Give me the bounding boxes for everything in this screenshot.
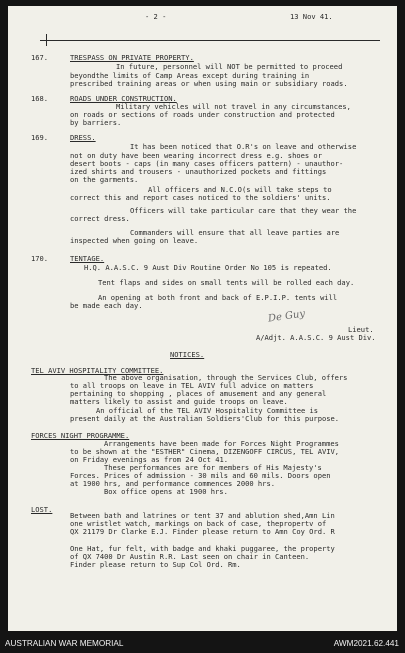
section-title: TRESPASS ON PRIVATE PROPERTY.: [70, 53, 194, 62]
body-line: One Hat, fur felt, with badge and khaki puggaree, the property: [70, 544, 335, 553]
footer-accession-number: AWM2021.62.441: [333, 639, 399, 648]
body-line: Forces. Prices of admission - 30 mils and 60 mils. Doors open: [70, 471, 331, 480]
section-number: 169.: [31, 133, 49, 142]
body-line: one wristlet watch, markings on back of case, thepropertv of: [70, 519, 327, 528]
notice-title: TEL AVIV HOSPITALITY COMMITTEE.: [31, 366, 164, 375]
section-number: 168.: [31, 94, 49, 103]
body-line: ized shirts and trousers - unauthorized pockets and fittings: [70, 167, 327, 176]
margin-mark: [46, 34, 47, 46]
page-number: - 2 -: [145, 12, 167, 21]
notice-title: LOST.: [31, 505, 53, 514]
document-date: 13 Nov 41.: [290, 12, 333, 21]
section-number: 167.: [31, 53, 49, 62]
body-line: These performances are for members of His Majesty's: [104, 463, 322, 472]
archive-footer: [0, 633, 405, 653]
notice-title: FORCES NIGHT PROGRAMME.: [31, 431, 130, 440]
body-line: It has been noticed that O.R's on leave and otherwise: [130, 142, 357, 151]
body-line: Box office opens at 1900 hrs.: [104, 487, 228, 496]
body-line: desert boots - caps (in many cases officers pattern) - unauthor-: [70, 159, 344, 168]
body-line: on Friday evenings as from 24 Oct 41.: [70, 455, 229, 464]
signature-rank: Lieut.: [348, 325, 374, 334]
body-line: present daily at the Australian Soldiers'Club for this purpose.: [70, 414, 340, 423]
body-line: beyondthe limits of Camp Areas except during training in: [70, 71, 310, 80]
body-line: The above organisation, through the Services Club, offers: [104, 373, 348, 382]
body-line: In future, personnel will NOT be permitted to proceed: [116, 62, 343, 71]
section-title: ROADS UNDER CONSTRUCTION.: [70, 94, 177, 103]
document-page: [8, 6, 397, 631]
body-line: Between bath and latrines or tent 37 and ablution shed,Amn Lin: [70, 511, 335, 520]
section-title: TENTAGE.: [70, 254, 105, 263]
body-line: pertaining to shopping , places of amusement and any general: [70, 389, 327, 398]
body-line: prescribed training areas or when using main or subsidiary roads.: [70, 79, 348, 88]
body-line: Tent flaps and sides on small tents will be rolled each day.: [98, 278, 355, 287]
body-line: by barriers.: [70, 118, 122, 127]
body-line: Officers will take particular care that they wear the: [130, 206, 357, 215]
body-line: Finder please return to Sup Col Ord. Rm.: [70, 560, 241, 569]
body-line: on the garments.: [70, 175, 139, 184]
handwritten-signature: De Guy: [267, 308, 306, 325]
footer-institution: AUSTRALIAN WAR MEMORIAL: [5, 639, 124, 648]
body-line: to all troops on leave in TEL AVIV full advice on matters: [70, 381, 314, 390]
body-line: inspected when going on leave.: [70, 236, 199, 245]
body-line: at 1900 hrs, and performance commences 2000 hrs.: [70, 479, 275, 488]
body-line: An opening at both front and back of E.P.I.P. tents will: [98, 293, 338, 302]
signature-unit: A/Adjt. A.A.S.C. 9 Aust Div.: [256, 333, 376, 342]
section-title: DRESS.: [70, 133, 96, 142]
body-line: Arrangements have been made for Forces Night Programmes: [104, 439, 339, 448]
body-line: on roads or sections of roads under construction and protected: [70, 110, 335, 119]
body-line: to be shown at the "ESTHER" Cinema, DIZENGOFF CIRCUS, TEL AVIV,: [70, 447, 340, 456]
header-rule: [40, 40, 380, 41]
body-line: H.Q. A.A.S.C. 9 Aust Div Routine Order No 105 is repeated.: [84, 263, 332, 272]
body-line: An official of the TEL AVIV Hospitality Committee is: [96, 406, 319, 415]
body-line: QX 21179 Dr Clarke E.J. Finder please return to Amn Coy Ord. R: [70, 527, 335, 536]
notices-heading: NOTICES.: [170, 350, 205, 359]
body-line: of QX 7400 Dr Austin R.R. Last seen on chair in Canteen.: [70, 552, 310, 561]
body-line: matters likely to assist and guide troops on leave.: [70, 397, 288, 406]
section-number: 170.: [31, 254, 49, 263]
body-line: be made each day.: [70, 301, 143, 310]
body-line: All officers and N.C.O(s will take steps to: [148, 185, 332, 194]
body-line: correct this and report cases noticed to the soldiers' units.: [70, 193, 331, 202]
body-line: Commanders will ensure that all leave parties are: [130, 228, 340, 237]
body-line: correct dress.: [70, 214, 130, 223]
body-line: not on duty have been wearing incorrect dress e.g. shoes or: [70, 151, 322, 160]
body-line: Military vehicles will not travel in any circumstances,: [116, 102, 351, 111]
